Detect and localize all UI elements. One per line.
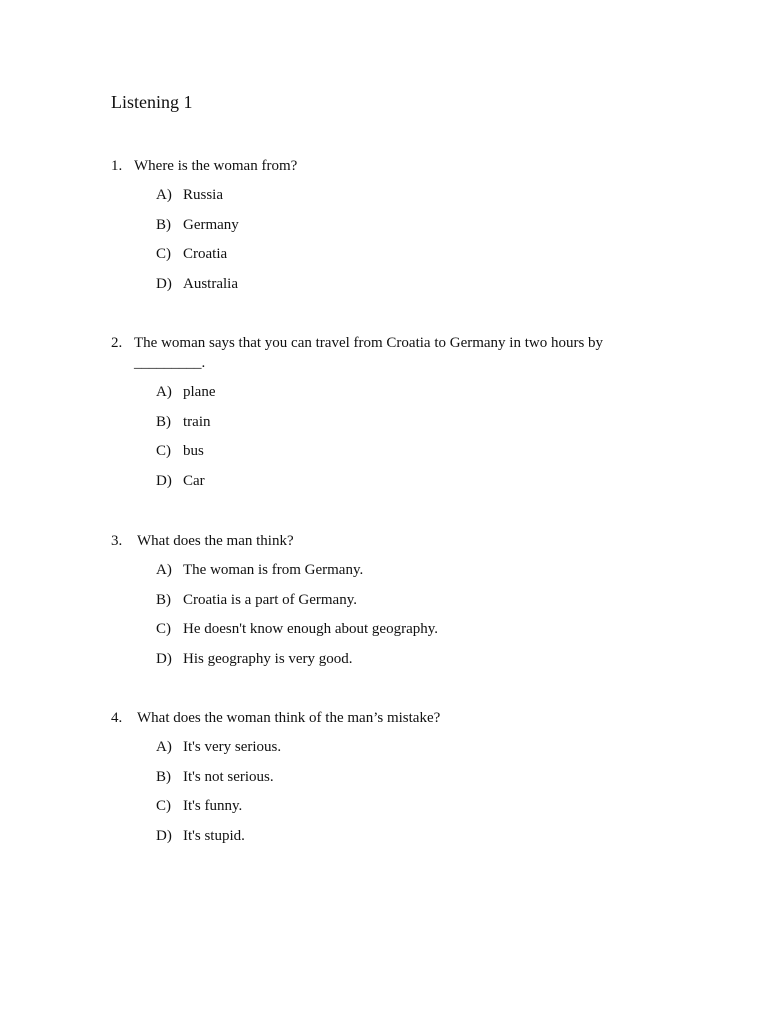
question-text: What does the man think?	[137, 533, 294, 549]
option-text: Russia	[183, 187, 224, 203]
option-text: It's funny.	[183, 798, 243, 815]
option-text: train	[183, 413, 211, 430]
question-stem	[111, 708, 631, 728]
option-letter: A)	[156, 384, 172, 400]
option-text: Croatia is a part of Germany.	[183, 591, 357, 608]
option-letter: B)	[156, 413, 171, 430]
option-d	[111, 826, 631, 856]
question-number: 3.	[111, 533, 123, 549]
option-text: It's not serious.	[183, 768, 274, 785]
option-letter: A)	[156, 187, 172, 203]
option-text: Germany	[183, 216, 239, 233]
option-text: The woman is from Germany.	[183, 562, 364, 578]
option-b	[111, 215, 631, 245]
question-stem	[111, 531, 631, 551]
option-letter: D)	[156, 276, 172, 293]
question-2	[111, 333, 631, 501]
options-list	[111, 382, 631, 501]
question-number: 1.	[111, 158, 123, 174]
question-text: The woman says that you can travel from Croatia to Germany in two hours by _________.	[134, 335, 604, 371]
options-list	[111, 185, 631, 304]
option-c	[111, 619, 631, 649]
option-text: He doesn't know enough about geography.	[183, 621, 439, 638]
question-number: 2.	[111, 335, 123, 351]
option-letter: D)	[156, 828, 172, 845]
option-letter: D)	[156, 651, 172, 668]
option-letter: B)	[156, 591, 171, 608]
options-list	[111, 737, 631, 856]
question-text: Where is the woman from?	[134, 158, 298, 174]
option-c	[111, 244, 631, 274]
question-3	[111, 531, 631, 679]
option-letter: C)	[156, 621, 171, 638]
option-text: His geography is very good.	[183, 651, 353, 668]
option-text: Croatia	[183, 246, 228, 263]
option-letter: A)	[156, 562, 172, 578]
option-letter: C)	[156, 246, 171, 263]
option-text: plane	[183, 384, 216, 400]
option-text: Car	[183, 473, 205, 490]
option-c	[111, 441, 631, 471]
option-a	[111, 185, 631, 215]
option-d	[111, 471, 631, 501]
document-title: Listening 1	[111, 92, 193, 112]
option-c	[111, 796, 631, 826]
option-b	[111, 590, 631, 620]
option-b	[111, 412, 631, 442]
option-letter: A)	[156, 739, 172, 755]
option-text: It's stupid.	[183, 828, 245, 845]
question-stem	[111, 156, 631, 176]
question-number: 4.	[111, 710, 123, 726]
option-letter: C)	[156, 798, 171, 815]
option-letter: C)	[156, 443, 171, 460]
option-a	[111, 560, 631, 590]
question-text: What does the woman think of the man’s mistake?	[137, 710, 441, 726]
option-d	[111, 274, 631, 304]
option-letter: B)	[156, 216, 171, 233]
option-a	[111, 737, 631, 767]
option-b	[111, 767, 631, 797]
option-letter: B)	[156, 768, 171, 785]
options-list	[111, 560, 631, 679]
option-a	[111, 382, 631, 412]
question-1	[111, 156, 631, 304]
option-d	[111, 649, 631, 679]
option-text: Australia	[183, 276, 238, 293]
option-text: bus	[183, 443, 204, 460]
option-letter: D)	[156, 473, 172, 490]
question-stem	[111, 333, 631, 373]
option-text: It's very serious.	[183, 739, 282, 755]
question-4	[111, 708, 631, 856]
